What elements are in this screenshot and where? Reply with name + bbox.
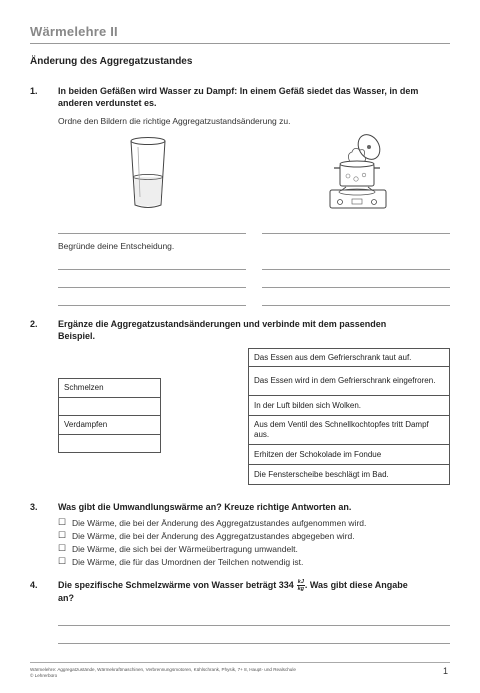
answer-line[interactable] (58, 305, 246, 306)
answer-line[interactable] (58, 269, 246, 270)
checkbox[interactable]: ☐ (58, 556, 67, 566)
unit-fraction (297, 579, 305, 592)
question-3-number: 3. (30, 502, 38, 512)
example-box[interactable]: Das Essen aus dem Gefrierschrank taut auf. (248, 348, 450, 367)
question-1-instruction: Ordne den Bildern die richtige Aggregatzustandsänderung zu. (58, 116, 291, 126)
question-4-text-start: Die spezifische Schmelzwärme von Wasser beträgt 334 (58, 580, 294, 591)
footer-divider (30, 662, 450, 663)
answer-line[interactable] (58, 643, 450, 644)
answer-line[interactable] (58, 287, 246, 288)
question-4-text-line2: an? (58, 593, 75, 603)
boiling-pot-on-stove-illustration (326, 132, 388, 214)
question-1-text-line1: In beiden Gefäßen wird Wasser zu Dampf: In einem Gefäß siedet das Wasser, in dem (58, 86, 419, 96)
answer-line-glass[interactable] (58, 233, 246, 234)
glass-of-water-illustration (126, 135, 170, 211)
unit-numerator: kJ (297, 579, 304, 585)
question-1-number: 1. (30, 86, 38, 96)
page-number: 1 (443, 666, 449, 676)
question-4-number: 4. (30, 580, 38, 590)
question-4-text-end: . Was gibt diese Angabe (304, 580, 408, 591)
answer-line[interactable] (58, 625, 450, 626)
answer-line[interactable] (262, 287, 450, 288)
checkbox[interactable]: ☐ (58, 543, 67, 553)
checkbox[interactable]: ☐ (58, 530, 67, 540)
option-label: Die Wärme, die für das Umordnen der Teilchen notwendig ist. (72, 557, 304, 567)
footer-text: Wärmelehre: Aggregatzustände, Wärmekraftmaschinen, Verbrennungsmotoren, Kühlschrank, Physik, 7+ 8, Haupt- und Realschule (30, 667, 296, 672)
option-label: Die Wärme, die bei der Änderung des Aggregatzustandes abgegeben wird. (72, 531, 355, 541)
answer-line[interactable] (262, 269, 450, 270)
state-change-box[interactable]: Verdampfen (58, 415, 161, 435)
checkbox[interactable]: ☐ (58, 517, 67, 527)
section-title: Änderung des Aggregatzustandes (30, 56, 193, 67)
example-box[interactable]: Erhitzen der Schokolade im Fondue (248, 444, 450, 465)
answer-line[interactable] (262, 305, 450, 306)
unit-denominator: kg (297, 586, 305, 592)
question-4-text-line1 (58, 579, 408, 592)
worksheet-title: Wärmelehre II (30, 24, 118, 39)
header-divider (30, 43, 450, 44)
state-change-box-empty[interactable] (58, 434, 161, 453)
answer-line-pot[interactable] (262, 233, 450, 234)
question-2-number: 2. (30, 319, 38, 329)
footer-copyright: © Lehrerbüro (30, 673, 58, 678)
state-change-box-empty[interactable] (58, 397, 161, 416)
state-change-box[interactable]: Schmelzen (58, 378, 161, 398)
question-2-text-line2: Beispiel. (58, 331, 96, 341)
example-box[interactable]: Aus dem Ventil des Schnellkochtopfes tritt Dampf aus. (248, 415, 450, 445)
option-label: Die Wärme, die bei der Änderung des Aggregatzustandes aufgenommen wird. (72, 518, 367, 528)
option-label: Die Wärme, die sich bei der Wärmeübertragung umwandelt. (72, 544, 298, 554)
question-3-text: Was gibt die Umwandlungswärme an? Kreuze richtige Antworten an. (58, 502, 352, 512)
question-1-reason-prompt: Begründe deine Entscheidung. (58, 241, 175, 251)
example-box[interactable]: Das Essen wird in dem Gefrierschrank eingefroren. (248, 366, 450, 396)
example-box[interactable]: In der Luft bilden sich Wolken. (248, 395, 450, 416)
question-1-text-line2: anderen verdunstet es. (58, 98, 157, 108)
question-2-text-line1: Ergänze die Aggregatzustandsänderungen und verbinde mit dem passenden (58, 319, 387, 329)
example-box[interactable]: Die Fensterscheibe beschlägt im Bad. (248, 464, 450, 485)
